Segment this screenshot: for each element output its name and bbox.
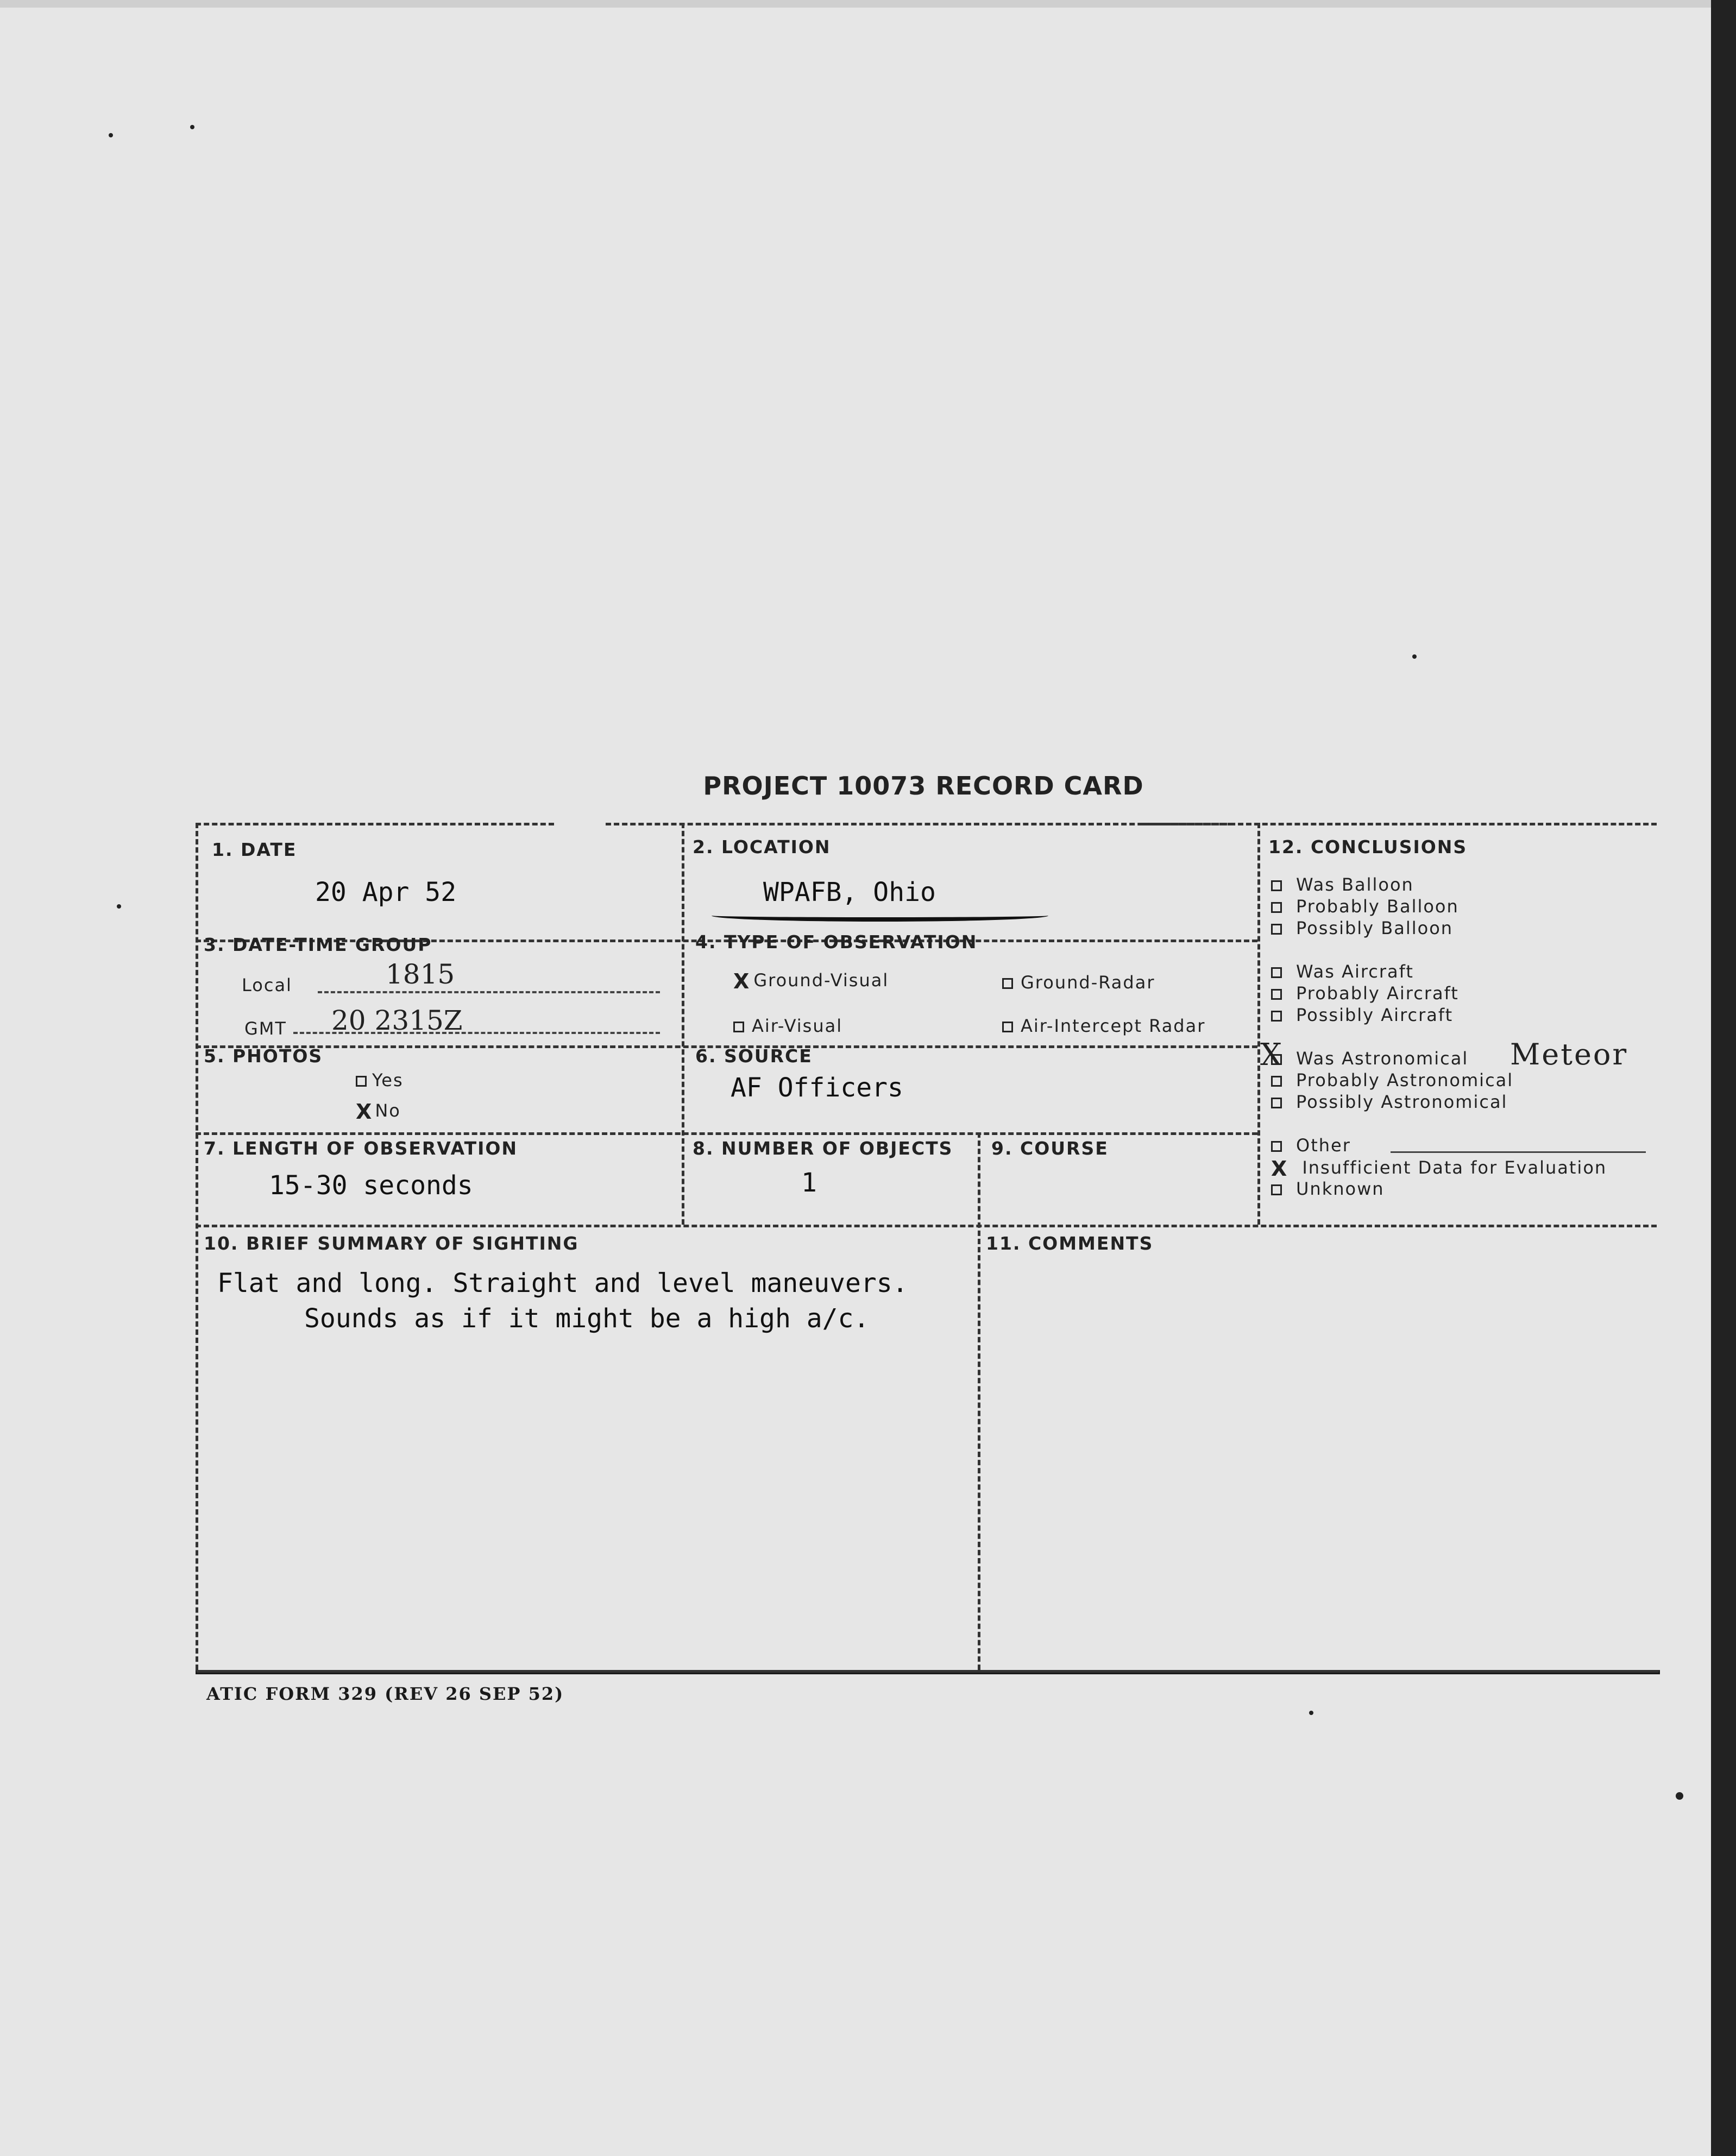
scan-top-edge <box>0 0 1736 8</box>
checkbox-icon <box>1002 1022 1013 1032</box>
was-astronomical-mark: X <box>1260 1037 1282 1073</box>
conclusions-label: 12. CONCLUSIONS <box>1268 836 1468 858</box>
location-underline <box>712 910 1048 922</box>
objects-label: 8. NUMBER OF OBJECTS <box>693 1138 953 1159</box>
scan-speck <box>1676 1792 1683 1800</box>
checkbox-icon <box>1271 880 1282 891</box>
conclusion-possibly-balloon: Possibly Balloon <box>1271 918 1453 938</box>
objects-value: 1 <box>801 1168 817 1198</box>
checkbox-icon <box>356 1076 367 1087</box>
conclusion-possibly-aircraft: Possibly Aircraft <box>1271 1005 1453 1025</box>
handwritten-note: Meteor <box>1510 1037 1628 1071</box>
rule-col-2 <box>978 1132 980 1670</box>
course-label: 9. COURSE <box>991 1138 1109 1159</box>
checked-checkbox-icon: X <box>733 969 751 993</box>
conclusion-other: Other <box>1271 1135 1351 1156</box>
checkbox-icon <box>1271 1184 1282 1195</box>
rule-col-3 <box>1257 823 1260 1225</box>
date-label: 1. DATE <box>212 839 297 860</box>
gmt-label: GMT <box>244 1018 287 1039</box>
rule-top-right <box>1141 823 1657 825</box>
rule-top-left <box>196 823 554 825</box>
summary-label: 10. BRIEF SUMMARY OF SIGHTING <box>204 1233 579 1254</box>
local-label: Local <box>242 975 292 995</box>
scan-speck <box>1309 1711 1313 1715</box>
scan-right-edge <box>1711 0 1736 2156</box>
card-title: PROJECT 10073 RECORD CARD <box>703 771 1144 800</box>
conclusion-probably-balloon: Probably Balloon <box>1271 896 1459 917</box>
source-label: 6. SOURCE <box>695 1045 813 1067</box>
local-line <box>318 991 660 993</box>
type-air-visual: Air-Visual <box>733 1016 842 1036</box>
type-label: 4. TYPE OF OBSERVATION <box>695 931 978 953</box>
form-number: ATIC FORM 329 (REV 26 SEP 52) <box>206 1684 564 1704</box>
location-value: WPAFB, Ohio <box>763 877 936 907</box>
dtg-label: 3. DATE-TIME GROUP <box>204 934 432 955</box>
scan-speck <box>117 904 121 909</box>
length-value: 15-30 seconds <box>269 1170 473 1201</box>
checked-checkbox-icon: X <box>1271 1157 1288 1181</box>
rule-top-middle <box>606 823 1233 825</box>
type-ground-visual: X Ground-Visual <box>733 969 889 993</box>
checkbox-icon <box>1271 1141 1282 1152</box>
rule-row-4 <box>196 1225 1657 1227</box>
scan-speck <box>109 133 113 137</box>
location-label: 2. LOCATION <box>693 836 831 858</box>
date-value: 20 Apr 52 <box>315 877 457 907</box>
checkbox-icon <box>1271 989 1282 1000</box>
checkbox-icon <box>1271 967 1282 978</box>
scan-speck <box>1412 654 1417 659</box>
checkbox-icon <box>1271 902 1282 913</box>
conclusion-was-astronomical: Was Astronomical <box>1271 1048 1468 1069</box>
checkbox-icon <box>1271 1011 1282 1022</box>
rule-left <box>196 823 198 1670</box>
type-ground-radar: Ground-Radar <box>1002 972 1155 993</box>
checkbox-icon <box>1271 924 1282 935</box>
checkbox-icon <box>1271 1098 1282 1108</box>
photos-yes: Yes <box>356 1070 404 1090</box>
type-air-intercept-radar: Air-Intercept Radar <box>1002 1016 1205 1036</box>
conclusion-was-balloon: Was Balloon <box>1271 874 1414 895</box>
rule-row-3 <box>196 1132 1257 1135</box>
gmt-value: 20 2315Z <box>331 1005 463 1036</box>
conclusion-probably-aircraft: Probably Aircraft <box>1271 983 1459 1004</box>
record-card <box>196 823 1657 1675</box>
checkbox-icon <box>733 1022 744 1032</box>
rule-bottom <box>196 1670 1660 1674</box>
length-label: 7. LENGTH OF OBSERVATION <box>204 1138 518 1159</box>
checkbox-icon <box>1002 978 1013 989</box>
checkbox-icon <box>1271 1076 1282 1087</box>
comments-label: 11. COMMENTS <box>986 1233 1154 1254</box>
rule-col-1 <box>682 823 684 1225</box>
local-value: 1815 <box>386 959 455 990</box>
photos-no: X No <box>356 1100 401 1124</box>
conclusion-insufficient-data: X Insufficient Data for Evaluation <box>1271 1157 1607 1181</box>
summary-line-2: Sounds as if it might be a high a/c. <box>304 1303 870 1334</box>
scan-speck <box>190 125 194 129</box>
photos-label: 5. PHOTOS <box>204 1045 323 1067</box>
source-value: AF Officers <box>731 1073 903 1103</box>
conclusion-unknown: Unknown <box>1271 1178 1385 1199</box>
conclusion-probably-astronomical: Probably Astronomical <box>1271 1070 1513 1090</box>
conclusion-was-aircraft: Was Aircraft <box>1271 961 1414 982</box>
conclusion-possibly-astronomical: Possibly Astronomical <box>1271 1092 1507 1112</box>
checked-checkbox-icon: X <box>356 1100 373 1124</box>
summary-line-1: Flat and long. Straight and level maneuvers. <box>217 1268 908 1298</box>
other-line <box>1391 1151 1646 1153</box>
